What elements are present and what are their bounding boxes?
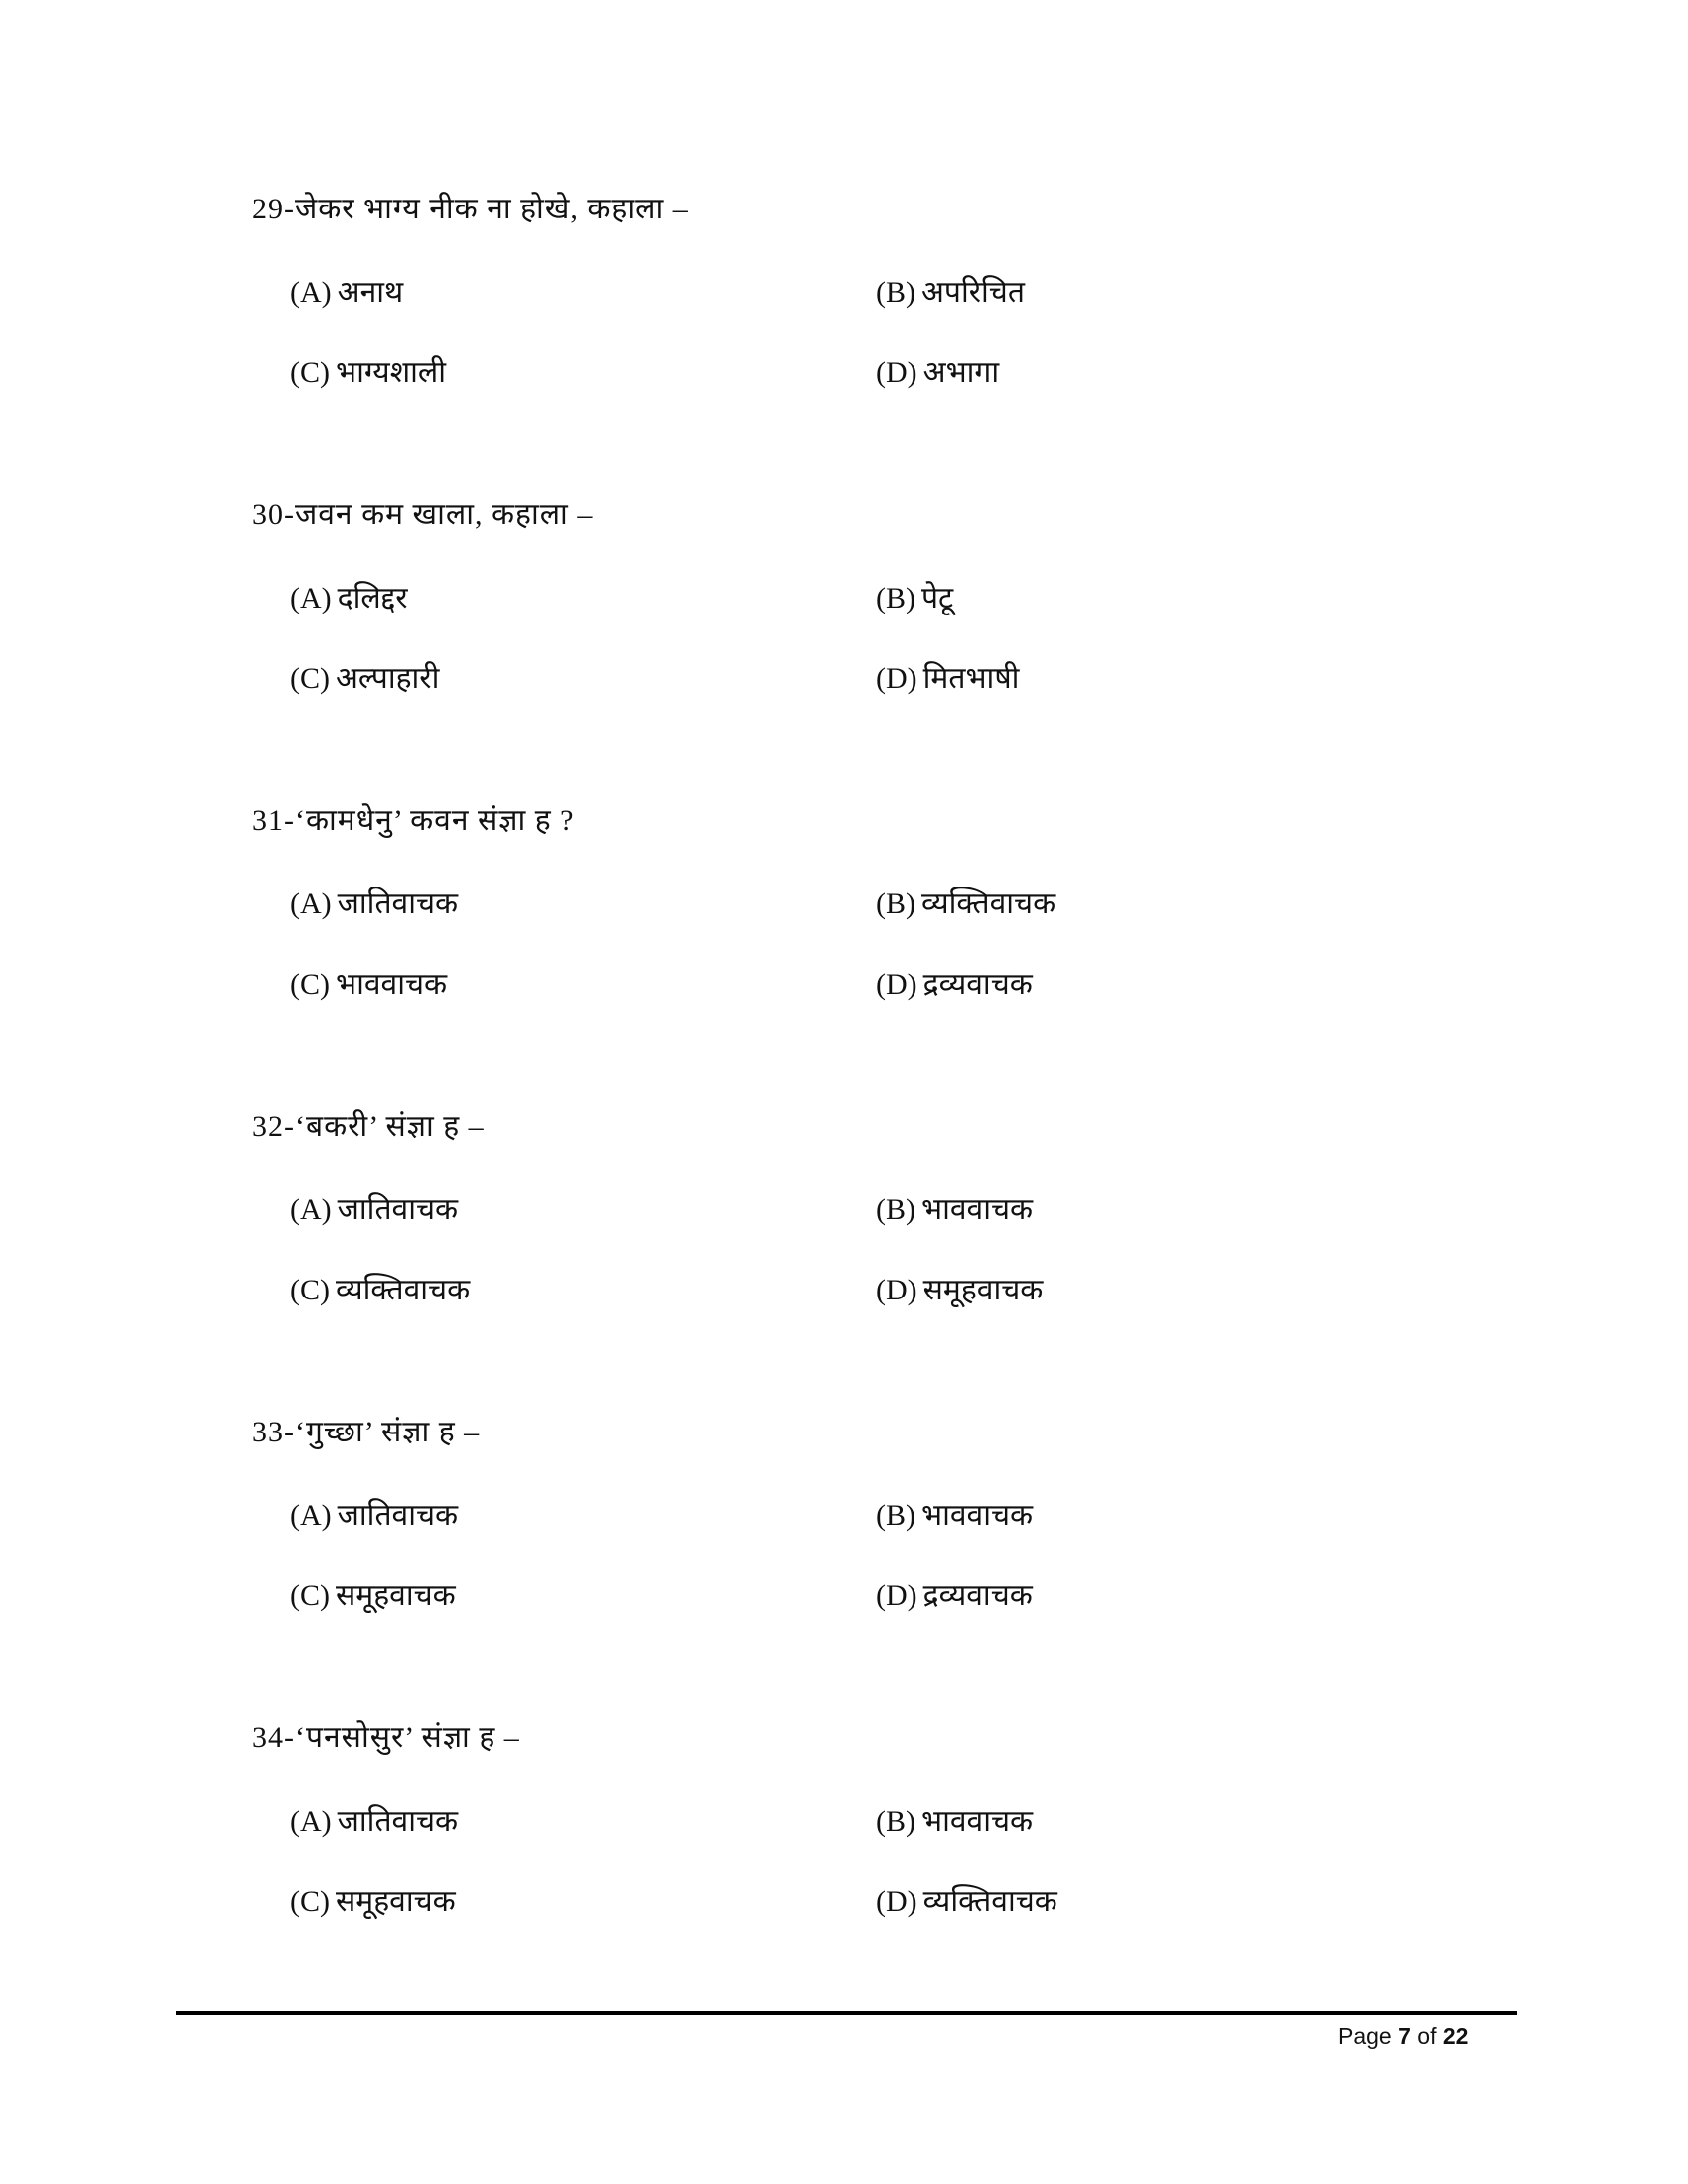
option-text: अल्पाहारी bbox=[336, 662, 440, 695]
option-label: (B) bbox=[876, 1499, 915, 1532]
option-text: व्यक्तिवाचक bbox=[922, 1885, 1057, 1918]
current-page: 7 bbox=[1398, 2023, 1411, 2049]
option-label: (C) bbox=[290, 662, 330, 695]
question-29-text: 29-जेकर भाग्य नीक ना होखे, कहाला – bbox=[252, 193, 689, 225]
option-text: पेटू bbox=[921, 582, 954, 614]
option-text: समूहवाचक bbox=[922, 1274, 1044, 1306]
option-label: (D) bbox=[876, 356, 917, 389]
option-label: (A) bbox=[290, 1193, 332, 1226]
option-text: भाववाचक bbox=[921, 1805, 1034, 1838]
question-30-text: 30-जवन कम खाला, कहाला – bbox=[252, 498, 594, 531]
page-number bbox=[1338, 2023, 1468, 2049]
question-33-option-b bbox=[876, 1501, 1033, 1531]
option-label: (A) bbox=[290, 887, 332, 920]
question-33-option-c bbox=[290, 1581, 456, 1611]
footer-divider bbox=[176, 2011, 1517, 2015]
total-pages: 22 bbox=[1442, 2023, 1469, 2049]
option-label: (D) bbox=[876, 662, 917, 695]
option-label: (C) bbox=[290, 1579, 330, 1612]
option-label: (A) bbox=[290, 1499, 332, 1532]
question-31-option-d bbox=[876, 970, 1033, 1000]
option-label: (A) bbox=[290, 276, 332, 309]
question-31-option-b bbox=[876, 889, 1055, 919]
option-text: भाववाचक bbox=[921, 1193, 1034, 1226]
question-32-text: 32-‘बकरी’ संज्ञा ह – bbox=[252, 1110, 485, 1143]
option-text: समूहवाचक bbox=[336, 1579, 456, 1612]
option-text: भाववाचक bbox=[921, 1499, 1034, 1532]
option-label: (C) bbox=[290, 356, 330, 389]
question-29-option-d bbox=[876, 358, 999, 388]
question-33-option-a bbox=[290, 1501, 458, 1531]
option-label: (A) bbox=[290, 582, 332, 614]
option-label: (D) bbox=[876, 1885, 917, 1918]
option-text: व्यक्तिवाचक bbox=[921, 887, 1056, 920]
option-text: जातिवाचक bbox=[337, 887, 459, 920]
question-33-text: 33-‘गुच्छा’ संज्ञा ह – bbox=[252, 1416, 481, 1448]
question-33-option-d bbox=[876, 1581, 1033, 1611]
question-31-text: 31-‘कामधेनु’ कवन संज्ञा ह ? bbox=[252, 804, 575, 837]
option-label: (B) bbox=[876, 1193, 915, 1226]
question-34-option-d bbox=[876, 1887, 1057, 1917]
option-label: (B) bbox=[876, 1805, 915, 1838]
option-text: जातिवाचक bbox=[337, 1805, 459, 1838]
question-34-option-a bbox=[290, 1807, 458, 1837]
question-32-option-a bbox=[290, 1195, 458, 1225]
option-label: (B) bbox=[876, 276, 915, 309]
option-label: (B) bbox=[876, 887, 915, 920]
page-word: Page bbox=[1338, 2023, 1392, 2049]
option-label: (A) bbox=[290, 1805, 332, 1838]
question-34-option-b bbox=[876, 1807, 1033, 1837]
option-text: समूहवाचक bbox=[336, 1885, 456, 1918]
question-32-option-c bbox=[290, 1276, 470, 1305]
option-text: भाववाचक bbox=[336, 968, 448, 1001]
of-word: of bbox=[1417, 2023, 1437, 2049]
question-30-option-b bbox=[876, 584, 953, 614]
option-text: भाग्यशाली bbox=[336, 356, 446, 389]
question-29-option-c bbox=[290, 358, 446, 388]
question-31-option-a bbox=[290, 889, 458, 919]
option-text: द्रव्यवाचक bbox=[922, 1579, 1033, 1612]
option-text: जातिवाचक bbox=[337, 1499, 459, 1532]
option-text: मितभाषी bbox=[922, 662, 1020, 695]
question-30-option-c bbox=[290, 664, 439, 694]
option-label: (D) bbox=[876, 1579, 917, 1612]
question-34-option-c bbox=[290, 1887, 456, 1917]
question-32-option-d bbox=[876, 1276, 1043, 1305]
option-text: अपरिचित bbox=[921, 276, 1025, 309]
option-text: अनाथ bbox=[337, 276, 404, 309]
question-30-option-a bbox=[290, 584, 408, 614]
option-label: (D) bbox=[876, 968, 917, 1001]
option-label: (C) bbox=[290, 1274, 330, 1306]
option-label: (B) bbox=[876, 582, 915, 614]
option-text: व्यक्तिवाचक bbox=[336, 1274, 471, 1306]
question-32-option-b bbox=[876, 1195, 1033, 1225]
question-31-option-c bbox=[290, 970, 447, 1000]
option-text: दलिद्दर bbox=[337, 582, 408, 614]
option-text: द्रव्यवाचक bbox=[922, 968, 1033, 1001]
option-label: (C) bbox=[290, 968, 330, 1001]
option-label: (D) bbox=[876, 1274, 917, 1306]
question-29-option-b bbox=[876, 278, 1025, 308]
option-text: जातिवाचक bbox=[337, 1193, 459, 1226]
question-29-option-a bbox=[290, 278, 403, 308]
question-34-text: 34-‘पनसोसुर’ संज्ञा ह – bbox=[252, 1721, 520, 1754]
question-30-option-d bbox=[876, 664, 1019, 694]
option-label: (C) bbox=[290, 1885, 330, 1918]
option-text: अभागा bbox=[922, 356, 1000, 389]
